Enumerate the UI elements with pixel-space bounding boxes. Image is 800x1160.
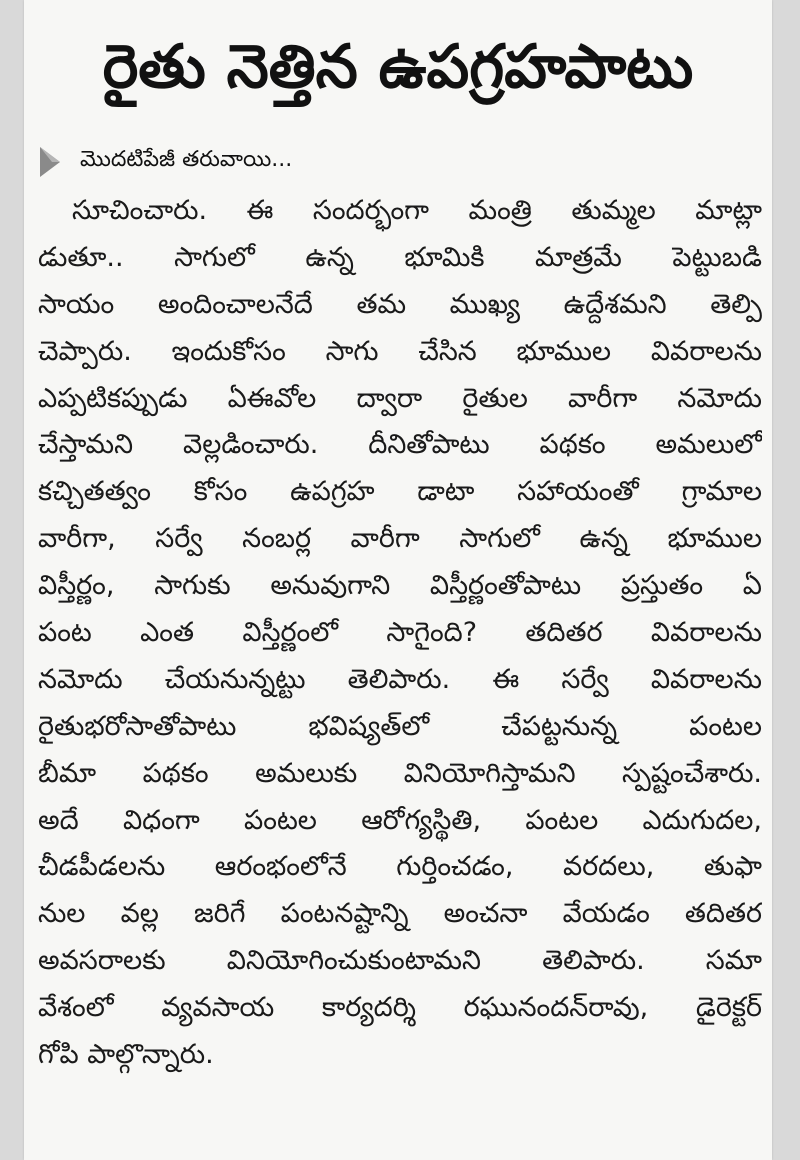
body-line: పంట ఎంత విస్తీర్ణంలో సాగైంది? తదితర వివరాలను (38, 617, 762, 649)
body-line: ఎప్పటికప్పుడు ఏఈవోల ద్వారా రైతుల వారీగా నమోదు (38, 382, 762, 414)
body-line: వారీగా, సర్వే నంబర్ల వారీగా సాగులో ఉన్న భూముల (38, 523, 762, 555)
article-body (38, 188, 762, 1079)
body-line: అదే విధంగా పంటల ఆరోగ్యస్థితి, పంటల ఎదుగుదల, (38, 804, 762, 836)
newspaper-clipping (24, 0, 772, 1160)
body-line: చెప్పారు. ఇందుకోసం సాగు చేసిన భూముల వివరాలను (38, 335, 762, 367)
body-line: రైతుభరోసాతోపాటు భవిష్యత్‌లో చేపట్టనున్న పంటల (38, 710, 762, 742)
body-line: డుతూ.. సాగులో ఉన్న భూమికి మాత్రమే పెట్టుబడి (38, 241, 762, 273)
body-line: వేశంలో వ్యవసాయ కార్యదర్శి రఘునందన్‌రావు, డైరెక్టర్ (38, 992, 762, 1024)
body-line: అవసరాలకు వినియోగించుకుంటామని తెలిపారు. సమా (38, 945, 762, 977)
body-line: చేస్తామని వెల్లడించారు. దీనితోపాటు పథకం అమలులో (38, 429, 762, 461)
play-arrow-icon (38, 145, 62, 179)
body-line: నమోదు చేయనున్నట్టు తెలిపారు. ఈ సర్వే వివరాలను (38, 663, 762, 695)
body-line: కచ్చితత్వం కోసం ఉపగ్రహ డాటా సహాయంతో గ్రామాల (38, 476, 762, 508)
body-line: చీడపీడలను ఆరంభంలోనే గుర్తించడం, వరదలు, తుఫా (38, 851, 762, 883)
body-line: బీమా పథకం అమలుకు వినియోగిస్తామని స్పష్టంచేశారు. (38, 757, 762, 789)
continuation-label-row (38, 142, 292, 182)
body-line: సూచించారు. ఈ సందర్భంగా మంత్రి తుమ్మల మాట్లా (72, 195, 762, 226)
continuation-label: మొదటిపేజీ తరువాయి... (80, 147, 293, 172)
body-line: నుల వల్ల జరిగే పంటనష్టాన్ని అంచనా వేయడం తదితర (38, 898, 762, 930)
body-line: విస్తీర్ణం, సాగుకు అనువుగాని విస్తీర్ణంతోపాటు ప్రస్తుతం ఏ (38, 570, 762, 602)
headline: రైతు నెత్తిన ఉపగ్రహపాటు (102, 32, 694, 102)
body-line: గోపి పాల్గొన్నారు. (38, 1039, 214, 1071)
body-line: సాయం అందించాలనేదే తమ ముఖ్య ఉద్దేశమని తెల్పి (38, 288, 762, 320)
